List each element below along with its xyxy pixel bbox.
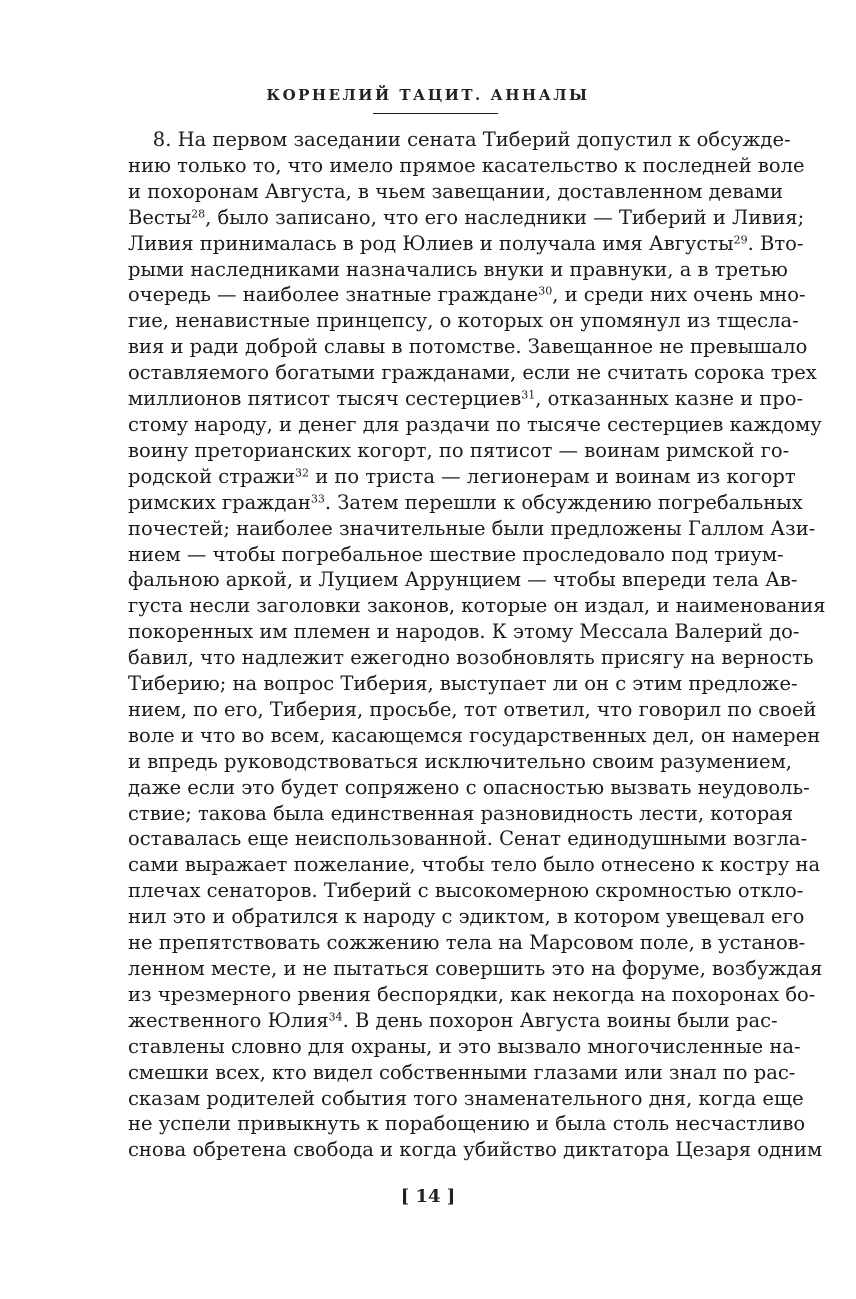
text-segment: оставляемого богатыми гражданами, если не считать сорока трех bbox=[128, 361, 817, 385]
text-segment: и похоронам Августа, в чьем завещании, доставленном девами bbox=[128, 179, 783, 203]
running-header: КОРНЕЛИЙ ТАЦИТ. АННАЛЫ bbox=[266, 86, 590, 104]
text-line bbox=[128, 257, 788, 283]
text-segment: , и среди них очень мно- bbox=[552, 283, 806, 307]
text-line bbox=[128, 308, 799, 334]
header-rule bbox=[373, 113, 498, 114]
text-segment: сами выражает пожелание, чтобы тело было отнесено к костру на bbox=[128, 853, 821, 877]
footnote-ref: 32 bbox=[295, 466, 310, 480]
text-line bbox=[128, 1060, 796, 1086]
text-segment: и по триста — легионерам и воинам из когорт bbox=[309, 464, 796, 488]
text-line bbox=[128, 153, 805, 179]
text-line bbox=[128, 852, 821, 878]
page-number: [ 14 ] bbox=[400, 1186, 456, 1207]
text-segment: оставалась еще неиспользованной. Сенат единодушными возгла- bbox=[128, 827, 808, 851]
text-line bbox=[128, 1137, 823, 1163]
text-segment: жественного Юлия bbox=[128, 1008, 329, 1032]
text-line bbox=[128, 826, 808, 852]
text-segment: вия и ради доброй славы в потомстве. Завещанное не превышало bbox=[128, 335, 808, 359]
text-line bbox=[128, 593, 826, 619]
text-line bbox=[128, 386, 804, 412]
text-line bbox=[128, 801, 794, 827]
text-segment: нил это и обратился к народу с эдиктом, в котором увещевал его bbox=[128, 905, 805, 929]
text-segment: гие, ненавистные принцепсу, о которых он упомянул из тщесла- bbox=[128, 309, 799, 333]
text-line bbox=[128, 775, 810, 801]
footnote-ref: 33 bbox=[310, 492, 325, 506]
text-segment: густа несли заголовки законов, которые он издал, и наименования bbox=[128, 594, 826, 618]
text-line bbox=[128, 438, 790, 464]
text-segment: Весты bbox=[128, 205, 192, 229]
text-segment: миллионов пятисот тысяч сестерциев bbox=[128, 387, 522, 411]
text-segment: ленном месте, и не пытаться совершить это на форуме, возбуждая bbox=[128, 957, 823, 980]
text-line bbox=[128, 412, 822, 438]
text-line bbox=[128, 464, 796, 490]
text-line bbox=[128, 542, 784, 568]
text-segment: , было записано, что его наследники — Тиберий и Ливия; bbox=[205, 205, 805, 229]
text-line bbox=[128, 904, 805, 930]
text-line bbox=[128, 1008, 778, 1034]
text-line bbox=[128, 671, 798, 697]
text-line bbox=[128, 282, 806, 308]
text-segment: . Затем перешли к обсуждению погребальных bbox=[324, 490, 803, 514]
text-segment: и впредь руководствоваться исключительно своим разумением, bbox=[128, 749, 792, 773]
footnote-ref: 28 bbox=[191, 207, 206, 221]
text-line bbox=[128, 567, 798, 593]
text-segment: очередь — наиболее знатные граждане bbox=[128, 283, 539, 307]
text-line bbox=[128, 334, 808, 360]
text-line bbox=[128, 878, 804, 904]
text-segment: воле и что во всем, касающемся государственных дел, он намерен bbox=[128, 723, 821, 747]
text-line bbox=[128, 723, 821, 749]
text-line bbox=[128, 619, 800, 645]
text-segment: ставлены словно для охраны, и это вызвало многочисленные на- bbox=[128, 1034, 801, 1058]
text-segment: родской стражи bbox=[128, 464, 296, 488]
text-segment: сказам родителей события того знаменательного дня, когда еще bbox=[128, 1086, 804, 1110]
text-segment: не препятствовать сожжению тела на Марсовом поле, в установ- bbox=[128, 931, 806, 955]
text-segment: фальною аркой, и Луцием Аррунцием — чтобы впереди тела Ав- bbox=[128, 568, 798, 592]
text-line bbox=[128, 205, 805, 231]
text-line bbox=[128, 749, 792, 775]
text-segment: 8. На первом заседании сената Тиберий допустил к обсужде- bbox=[128, 128, 791, 151]
text-line bbox=[128, 179, 783, 205]
footnote-ref: 31 bbox=[521, 388, 536, 402]
text-segment: снова обретена свобода и когда убийство диктатора Цезаря одним bbox=[128, 1138, 823, 1162]
text-line bbox=[128, 982, 816, 1008]
text-line bbox=[128, 231, 804, 257]
text-line bbox=[128, 1086, 804, 1112]
text-segment: даже если это будет сопряжено с опасностью вызвать неудоволь- bbox=[128, 775, 810, 799]
text-segment: стому народу, и денег для раздачи по тысяче сестерциев каждому bbox=[128, 412, 822, 436]
text-segment: Тиберию; на вопрос Тиберия, выступает ли он с этим предложе- bbox=[128, 672, 798, 696]
text-segment: бавил, что надлежит ежегодно возобновлять присягу на верность bbox=[128, 646, 814, 670]
text-line bbox=[128, 1111, 806, 1137]
text-line bbox=[128, 516, 816, 542]
footnote-ref: 29 bbox=[733, 233, 748, 247]
body-text bbox=[128, 127, 826, 1163]
text-segment: плечах сенаторов. Тиберий с высокомерною скромностью откло- bbox=[128, 879, 804, 903]
text-segment: нию только то, что имело прямое касательство к последней воле bbox=[128, 153, 805, 177]
text-segment: покоренных им племен и народов. К этому Мессала Валерий до- bbox=[128, 620, 800, 644]
text-segment: Ливия принималась в род Юлиев и получала имя Августы bbox=[128, 231, 734, 255]
text-line bbox=[128, 127, 791, 153]
text-line bbox=[128, 956, 823, 982]
text-line bbox=[128, 360, 817, 386]
footnote-ref: 30 bbox=[538, 284, 553, 298]
text-line bbox=[128, 930, 806, 956]
footnote-ref: 34 bbox=[328, 1010, 343, 1024]
text-line bbox=[128, 1034, 801, 1060]
text-segment: ствие; такова была единственная разновидность лести, которая bbox=[128, 801, 794, 825]
text-segment: римских граждан bbox=[128, 490, 311, 514]
text-segment: смешки всех, кто видел собственными глазами или знал по рас- bbox=[128, 1060, 796, 1084]
text-segment: почестей; наиболее значительные были предложены Галлом Ази- bbox=[128, 516, 816, 540]
text-segment: нием — чтобы погребальное шествие проследовало под триум- bbox=[128, 542, 784, 566]
text-segment: рыми наследниками назначались внуки и правнуки, а в третью bbox=[128, 257, 788, 281]
text-line bbox=[128, 645, 814, 671]
text-segment: воину преторианских когорт, по пятисот — воинам римской го- bbox=[128, 438, 790, 462]
text-segment: нием, по его, Тиберия, просьбе, тот ответил, что говорил по своей bbox=[128, 697, 817, 721]
text-segment: из чрезмерного рвения беспорядки, как некогда на похоронах бо- bbox=[128, 982, 816, 1006]
text-segment: . В день похорон Августа воины были рас- bbox=[342, 1008, 778, 1032]
text-line bbox=[128, 697, 817, 723]
text-segment: , отказанных казне и про- bbox=[535, 387, 804, 411]
text-line bbox=[128, 490, 803, 516]
text-segment: . Вто- bbox=[747, 231, 804, 255]
text-segment: не успели привыкнуть к порабощению и была столь несчастливо bbox=[128, 1112, 806, 1136]
